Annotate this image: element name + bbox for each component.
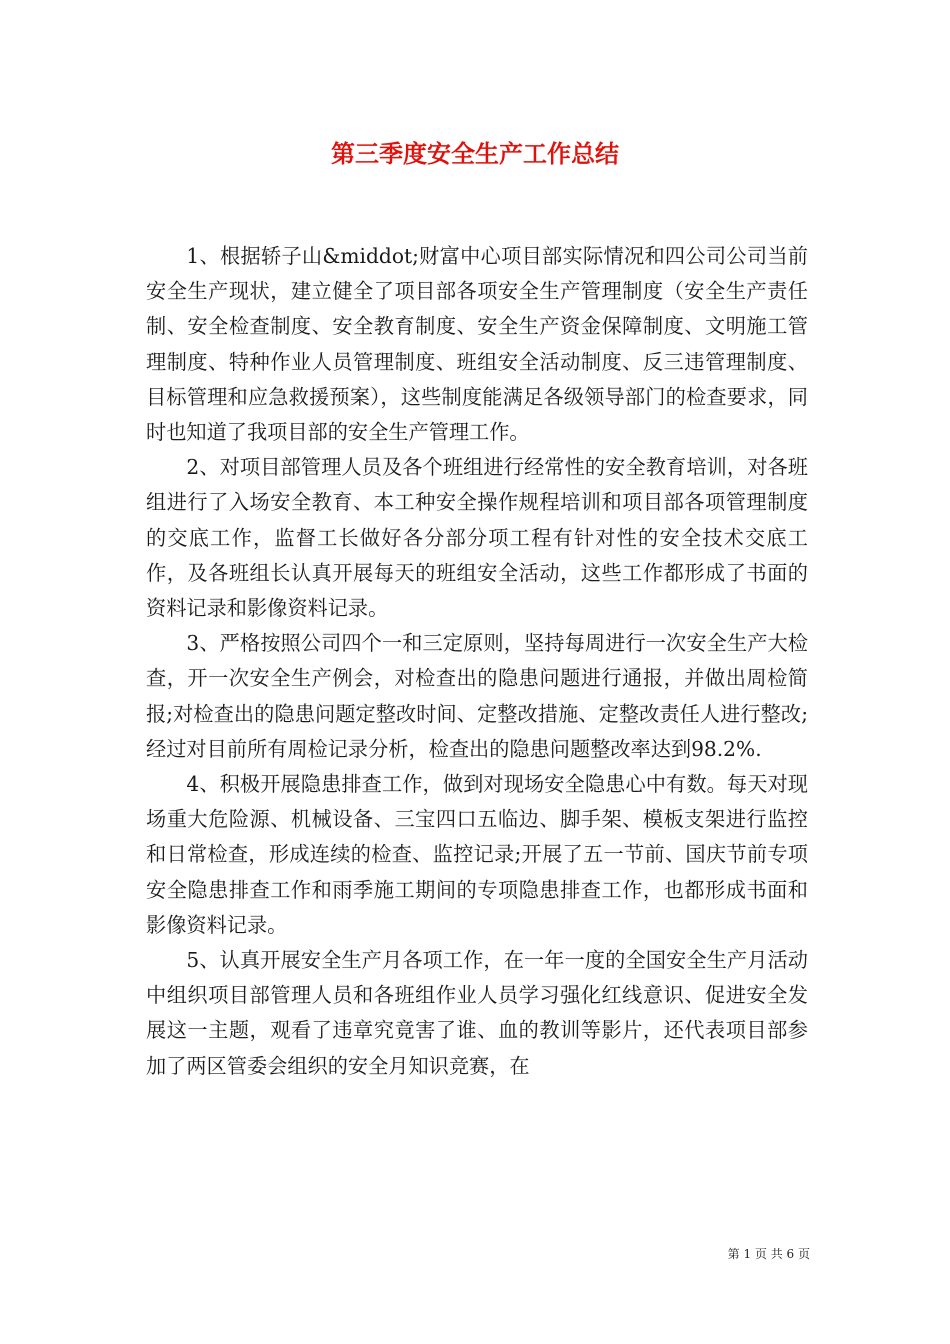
page-number-footer: 第 1 页 共 6 页 xyxy=(727,1247,810,1261)
paragraph-5: 5、认真开展安全生产月各项工作，在一年一度的全国安全生产月活动中组织项目部管理人员和各班组作业人员学习强化红线意识、促进安全发展这一主题，观看了违章究竟害了谁、血的教训等影片，还代表项目部参加了两区管委会组织的安全月知识竞赛，在 xyxy=(146,948,808,1078)
document-body xyxy=(146,239,808,1084)
page-title: 第三季度安全生产工作总结 xyxy=(331,139,619,168)
paragraph-3: 3、严格按照公司四个一和三定原则，坚持每周进行一次安全生产大检查，开一次安全生产例会，对检查出的隐患问题进行通报，并做出周检简报;对检查出的隐患问题定整改时间、定整改措施、定整改责任人进行整改;经过对目前所有周检记录分析，检查出的隐患问题整改率达到98.2%. xyxy=(146,631,808,761)
paragraph-4: 4、积极开展隐患排查工作，做到对现场安全隐患心中有数。每天对现场重大危险源、机械设备、三宝四口五临边、脚手架、模板支架进行监控和日常检查，形成连续的检查、监控记录;开展了五一节前、国庆节前专项安全隐患排查工作和雨季施工期间的专项隐患排查工作，也都形成书面和影像资料记录。 xyxy=(146,772,808,937)
paragraph-1: 1、根据轿子山&middot;财富中心项目部实际情况和四公司公司当前安全生产现状，建立健全了项目部各项安全生产管理制度（安全生产责任制、安全检查制度、安全教育制度、安全生产资金保障制度、文明施工管理制度、特种作业人员管理制度、班组安全活动制度、反三违管理制度、目标管理和应急救援预案），这些制度能满足各级领导部门的检查要求，同时也知道了我项目部的安全生产管理工作。 xyxy=(146,244,808,445)
paragraph-2: 2、对项目部管理人员及各个班组进行经常性的安全教育培训，对各班组进行了入场安全教育、本工种安全操作规程培训和项目部各项管理制度的交底工作，监督工长做好各分部分项工程有针对性的安全技术交底工作，及各班组长认真开展每天的班组安全活动，这些工作都形成了书面的资料记录和影像资料记录。 xyxy=(146,455,808,621)
